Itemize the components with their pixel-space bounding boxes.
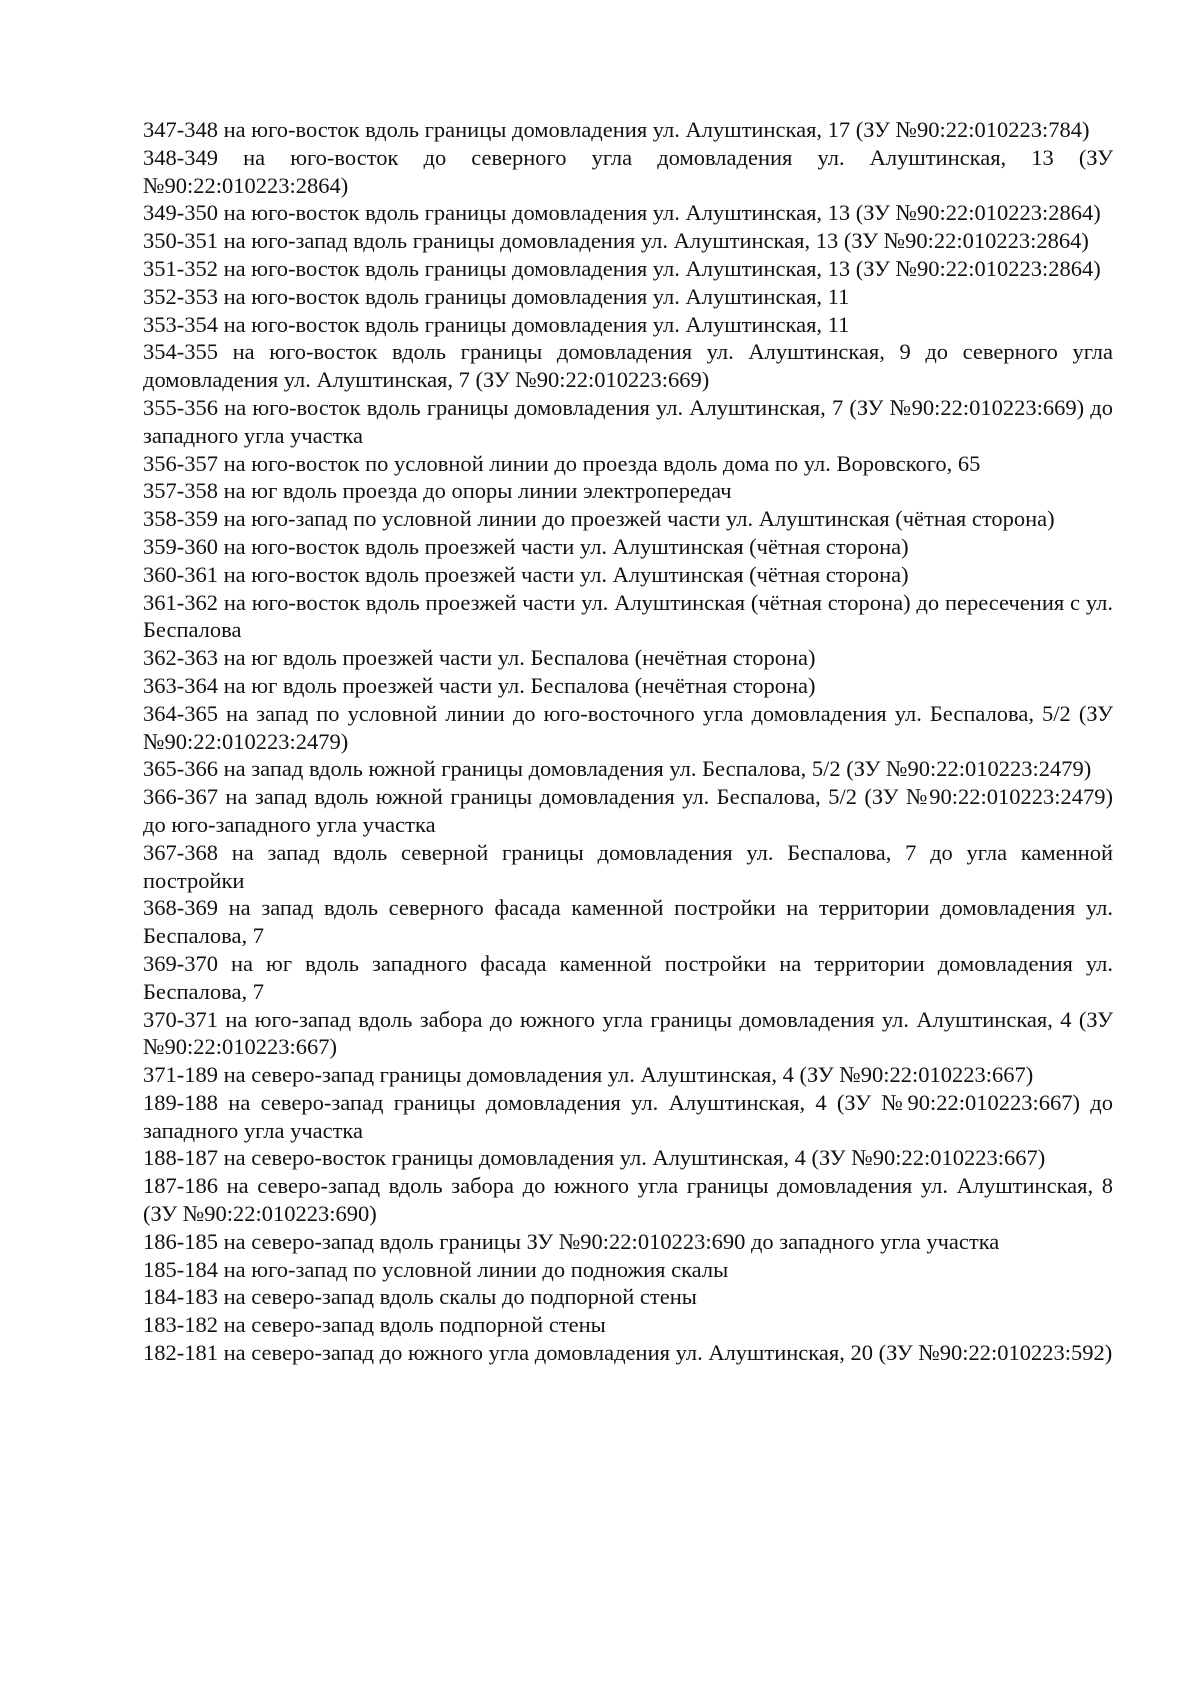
boundary-segment-364-365: 364-365 на запад по условной линии до юго-восточного угла домовладения ул. Беспалова, 5/2 (ЗУ №90:22:010223:2479)	[143, 700, 1113, 754]
boundary-segment-366-367: 366-367 на запад вдоль южной границы домовладения ул. Беспалова, 5/2 (ЗУ №90:22:010223:2479) до юго-западного угла участка	[143, 784, 1113, 837]
boundary-segment-358-359: 358-359 на юго-запад по условной линии до проезжей части ул. Алуштинская (чётная сторона)	[143, 506, 1055, 532]
boundary-segment-188-187: 188-187 на северо-восток границы домовладения ул. Алуштинская, 4 (ЗУ №90:22:010223:667)	[143, 1145, 1046, 1171]
boundary-segment-354-355: 354-355 на юго-восток вдоль границы домовладения ул. Алуштинская, 9 до северного угла домовладения ул. Алуштинская, 7 (ЗУ №90:22:010223:669)	[143, 339, 1113, 393]
boundary-segment-361-362: 361-362 на юго-восток вдоль проезжей части ул. Алуштинская (чётная сторона) до пересечения с ул. Беспалова	[143, 589, 1113, 643]
boundary-segment-367-368: 367-368 на запад вдоль северной границы домовладения ул. Беспалова, 7 до угла каменной постройки	[143, 839, 1113, 893]
boundary-segment-350-351: 350-351 на юго-запад вдоль границы домовладения ул. Алуштинская, 13 (ЗУ №90:22:010223:2864)	[143, 228, 1089, 254]
boundary-segment-185-184: 185-184 на юго-запад по условной линии до подножия скалы	[143, 1256, 729, 1282]
boundary-segment-348-349: 348-349 на юго-восток до северного угла домовладения ул. Алуштинская, 13 (ЗУ №90:22:010223:2864)	[143, 144, 1113, 198]
boundary-segment-355-356: 355-356 на юго-восток вдоль границы домовладения ул. Алуштинская, 7 (ЗУ №90:22:010223:669) до западного угла участка	[143, 394, 1113, 448]
boundary-segment-189-188: 189-188 на северо-запад границы домовладения ул. Алуштинская, 4 (ЗУ №90:22:010223:667) до западного угла участка	[143, 1089, 1113, 1143]
boundary-description-list	[143, 116, 1113, 1367]
boundary-segment-347-348: 347-348 на юго-восток вдоль границы домовладения ул. Алуштинская, 17 (ЗУ №90:22:010223:784)	[143, 117, 1090, 142]
boundary-segment-360-361: 360-361 на юго-восток вдоль проезжей части ул. Алуштинская (чётная сторона)	[143, 561, 909, 587]
boundary-segment-371-189: 371-189 на северо-запад границы домовладения ул. Алуштинская, 4 (ЗУ №90:22:010223:667)	[143, 1062, 1034, 1088]
boundary-segment-183-182: 183-182 на северо-запад вдоль подпорной стены	[143, 1312, 606, 1338]
boundary-segment-182-181: 182-181 на северо-запад до южного угла домовладения ул. Алуштинская, 20 (ЗУ №90:22:010223:592)	[143, 1340, 1113, 1366]
boundary-segment-186-185: 186-185 на северо-запад вдоль границы ЗУ №90:22:010223:690 до западного угла участка	[143, 1228, 1000, 1254]
boundary-segment-356-357: 356-357 на юго-восток по условной линии до проезда вдоль дома по ул. Воровского, 65	[143, 450, 981, 476]
boundary-segment-363-364: 363-364 на юг вдоль проезжей части ул. Беспалова (нечётная сторона)	[143, 672, 816, 698]
boundary-segment-353-354: 353-354 на юго-восток вдоль границы домовладения ул. Алуштинская, 11	[143, 311, 850, 337]
boundary-segment-359-360: 359-360 на юго-восток вдоль проезжей части ул. Алуштинская (чётная сторона)	[143, 533, 909, 559]
boundary-segment-370-371: 370-371 на юго-запад вдоль забора до южного угла границы домовладения ул. Алуштинская, 4 (ЗУ №90:22:010223:667)	[143, 1006, 1113, 1060]
boundary-segment-352-353: 352-353 на юго-восток вдоль границы домовладения ул. Алуштинская, 11	[143, 283, 850, 309]
boundary-segment-362-363: 362-363 на юг вдоль проезжей части ул. Беспалова (нечётная сторона)	[143, 645, 816, 671]
boundary-segment-369-370: 369-370 на юг вдоль западного фасада каменной постройки на территории домовладения ул. Беспалова, 7	[143, 950, 1113, 1004]
boundary-segment-368-369: 368-369 на запад вдоль северного фасада каменной постройки на территории домовладения ул. Беспалова, 7	[143, 895, 1113, 949]
boundary-segment-357-358: 357-358 на юг вдоль проезда до опоры линии электропередач	[143, 478, 732, 504]
boundary-segment-365-366: 365-366 на запад вдоль южной границы домовладения ул. Беспалова, 5/2 (ЗУ №90:22:010223:2479)	[143, 756, 1092, 782]
boundary-segment-187-186: 187-186 на северо-запад вдоль забора до южного угла границы домовладения ул. Алуштинская, 8 (ЗУ №90:22:010223:690)	[143, 1173, 1113, 1227]
boundary-segment-351-352: 351-352 на юго-восток вдоль границы домовладения ул. Алуштинская, 13 (ЗУ №90:22:010223:2864)	[143, 255, 1101, 281]
boundary-segment-184-183: 184-183 на северо-запад вдоль скалы до подпорной стены	[143, 1284, 697, 1310]
boundary-segment-349-350: 349-350 на юго-восток вдоль границы домовладения ул. Алуштинская, 13 (ЗУ №90:22:010223:2864)	[143, 200, 1101, 226]
